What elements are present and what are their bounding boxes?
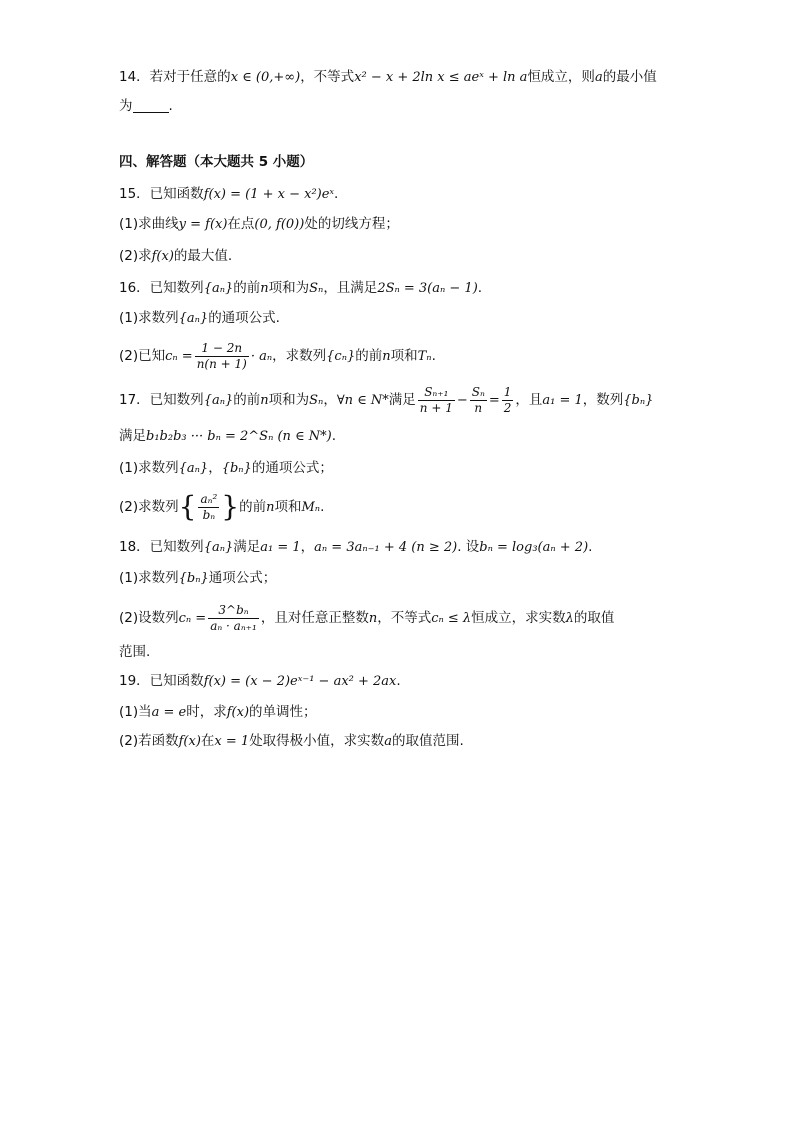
q17-math: a₁ = 1 [542, 393, 583, 408]
q16-part1 [119, 308, 280, 329]
q18-math: aₙ = 3aₙ₋₁ + 4 (n ≥ 2) [314, 540, 458, 555]
fraction-numerator: aₙ² [200, 491, 218, 506]
q18-math: λ [565, 611, 574, 626]
q17-text: . [331, 428, 337, 444]
q15-math: y = f(x) [178, 217, 228, 232]
q16-math: 2Sₙ = 3(aₙ − 1) [377, 281, 478, 296]
q15-text: 在点 [227, 216, 255, 232]
q18-text: ，且对任意正整数 [260, 610, 369, 626]
q17-text: ， [323, 392, 337, 408]
q18-text: (2)设数列 [119, 610, 179, 626]
q15-text: 15．已知函数 [119, 186, 204, 202]
q15-stem [119, 184, 338, 205]
q19-part2 [119, 731, 464, 752]
q14-math-inequality: x² − x + 2ln x ≤ aeˣ + ln a [354, 70, 528, 85]
q19-text: 的单调性； [249, 704, 317, 720]
q18-math: n [368, 611, 378, 626]
q18-text: (1)求数列 [119, 570, 179, 586]
q14-text: . [168, 98, 173, 114]
q16-math: {aₙ} [203, 281, 234, 296]
right-brace: } [221, 490, 240, 523]
q17-math: − [456, 393, 468, 408]
q19-math: x = 1 [214, 734, 250, 749]
q15-text: (2)求 [119, 248, 152, 264]
q18-math: bₙ = log₃(aₙ + 2) [479, 540, 589, 555]
q18-text: 的取值 [573, 610, 615, 626]
q16-math: n [260, 281, 269, 296]
q17-line2 [119, 426, 336, 447]
fraction-denominator: bₙ [202, 507, 216, 522]
q14-text: 恒成立，则 [527, 69, 595, 85]
q16-text: . [431, 348, 436, 364]
q18-text: . 设 [457, 539, 480, 555]
fraction-denominator: n [474, 400, 483, 415]
q17-math: Sₙ [309, 393, 324, 408]
q18-text: 恒成立，求实数 [471, 610, 566, 626]
q15-math: (0, f(0)) [254, 217, 305, 232]
q19-math: a = e [151, 705, 187, 720]
q17-text: ，数列 [582, 392, 624, 408]
q16-text: 的前 [355, 348, 383, 364]
answer-blank [133, 98, 169, 113]
q17-text: 的前 [239, 499, 267, 515]
q14-text: 为 [119, 98, 133, 114]
q17-math: n [266, 500, 275, 515]
q16-text: (1)求数列 [119, 310, 179, 326]
q16-text: ，且满足 [323, 280, 378, 296]
q19-text: 处取得极小值，求实数 [249, 733, 385, 749]
q16-math: Sₙ [309, 281, 324, 296]
q18-math: cₙ ≤ λ [431, 611, 472, 626]
q18-part2-cont [119, 642, 150, 662]
q16-text: (2)已知 [119, 348, 166, 364]
q16-math: cₙ = [165, 349, 193, 364]
q16-math: n [382, 349, 391, 364]
q16-text: 的通项公式. [208, 310, 280, 326]
q16-text: . [477, 280, 483, 296]
fraction-denominator: n(n + 1) [196, 356, 247, 371]
q17-fraction [470, 385, 487, 416]
q18-text: 18．已知数列 [119, 539, 204, 555]
left-brace: { [178, 490, 197, 523]
q18-part1 [119, 568, 276, 589]
q17-math: {bₙ} [623, 393, 654, 408]
q17-stem [119, 380, 653, 421]
q15-math-function: f(x) = (1 + x − x²)eˣ [203, 187, 335, 202]
q17-text: ，且 [515, 392, 543, 408]
q19-text: (2)若函数 [119, 733, 179, 749]
q16-math: {aₙ} [178, 311, 209, 326]
q18-stem [119, 537, 592, 558]
q19-stem [119, 671, 401, 692]
q17-text: 的前 [233, 392, 261, 408]
q16-part2 [119, 336, 436, 377]
q17-math: {bₙ} [221, 461, 252, 476]
q19-math: f(x) [178, 734, 201, 749]
q14-math-domain: x ∈ (0,+∞) [230, 70, 301, 85]
q17-text: (2)求数列 [119, 499, 179, 515]
q16-math: Tₙ [417, 349, 432, 364]
q18-text: ，不等式 [377, 610, 432, 626]
q15-part2 [119, 246, 232, 267]
fraction-numerator: 1 − 2n [195, 341, 249, 357]
q19-text: . [396, 673, 401, 689]
q16-text: 的前 [233, 280, 261, 296]
q14-text: 的最小值 [602, 69, 657, 85]
q17-math: ∀n ∈ N* [336, 393, 389, 408]
q15-text: 的最大值. [173, 248, 233, 264]
q19-text: 的取值范围. [391, 733, 464, 749]
q18-text: 满足 [233, 539, 261, 555]
q14-line2 [119, 96, 173, 116]
q17-math: Mₙ [301, 500, 321, 515]
q17-text: 满足 [388, 392, 416, 408]
q16-fraction [195, 341, 249, 372]
q14-text: ，不等式 [300, 69, 355, 85]
q17-fraction [198, 492, 219, 523]
q16-text: 项和 [390, 348, 418, 364]
fraction-denominator: aₙ · aₙ₊₁ [210, 618, 257, 633]
q18-text: ， [300, 539, 315, 555]
q17-part2 [119, 486, 324, 529]
fraction-numerator: 3^bₙ [208, 603, 259, 619]
q19-text: 时，求 [186, 704, 227, 720]
q19-part1 [119, 702, 317, 723]
q17-math: = [488, 393, 500, 408]
q18-text: 通项公式； [208, 570, 277, 586]
fraction-numerator: Sₙ [471, 384, 485, 399]
q16-text: ，求数列 [272, 348, 327, 364]
q17-part1 [119, 458, 333, 479]
q16-math: · aₙ [250, 349, 273, 364]
q17-text: 的通项公式； [251, 460, 333, 476]
q19-math: f(x) = (x − 2)eˣ⁻¹ − ax² + 2ax [203, 674, 397, 689]
q17-math: {aₙ} [203, 393, 234, 408]
q18-text: . [588, 539, 593, 555]
q17-text: ， [208, 460, 222, 476]
q18-text: 范围. [119, 644, 151, 660]
q17-fraction [418, 385, 455, 416]
q15-text: . [334, 186, 339, 202]
q18-math: {bₙ} [178, 571, 209, 586]
q17-text: . [320, 499, 325, 515]
q18-math: cₙ = [178, 611, 207, 626]
q17-math: n [260, 393, 269, 408]
q17-text: 17．已知数列 [119, 392, 204, 408]
q18-part2 [119, 597, 614, 640]
fraction-denominator: 2 [503, 400, 512, 415]
q15-part1 [119, 214, 399, 235]
fraction-numerator: 1 [503, 384, 512, 399]
q19-math: f(x) [226, 705, 250, 720]
q17-math: b₁b₂b₃ ··· bₙ = 2^Sₙ (n ∈ N*) [146, 429, 332, 444]
q17-text: 满足 [119, 428, 146, 444]
section-title: 四、解答题（本大题共 5 小题） [119, 154, 314, 170]
q17-fraction [502, 385, 514, 416]
q16-stem [119, 278, 482, 299]
q17-text: 项和 [274, 499, 302, 515]
fraction-numerator: Sₙ₊₁ [418, 385, 455, 401]
q19-math: a [384, 734, 392, 749]
q16-text: 16．已知数列 [119, 280, 204, 296]
q18-math: a₁ = 1 [260, 540, 301, 555]
q16-math: {cₙ} [326, 349, 356, 364]
q17-text: (1)求数列 [119, 460, 179, 476]
q15-math: f(x) [151, 249, 174, 264]
q14-text: 14．若对于任意的 [119, 69, 231, 85]
q19-text: 在 [200, 733, 215, 749]
q17-math: {aₙ} [178, 461, 209, 476]
q16-text: 项和为 [268, 280, 310, 296]
q18-math: {aₙ} [203, 540, 234, 555]
fraction-denominator: n + 1 [419, 400, 453, 415]
q19-text: (1)当 [119, 704, 152, 720]
q14-math-a: a [594, 70, 603, 85]
q15-text: 处的切线方程； [304, 216, 399, 232]
q17-text: 项和为 [268, 392, 310, 408]
q19-text: 19．已知函数 [119, 673, 204, 689]
q18-fraction [208, 603, 259, 634]
q14-line1 [119, 67, 657, 88]
q15-text: (1)求曲线 [119, 216, 179, 232]
